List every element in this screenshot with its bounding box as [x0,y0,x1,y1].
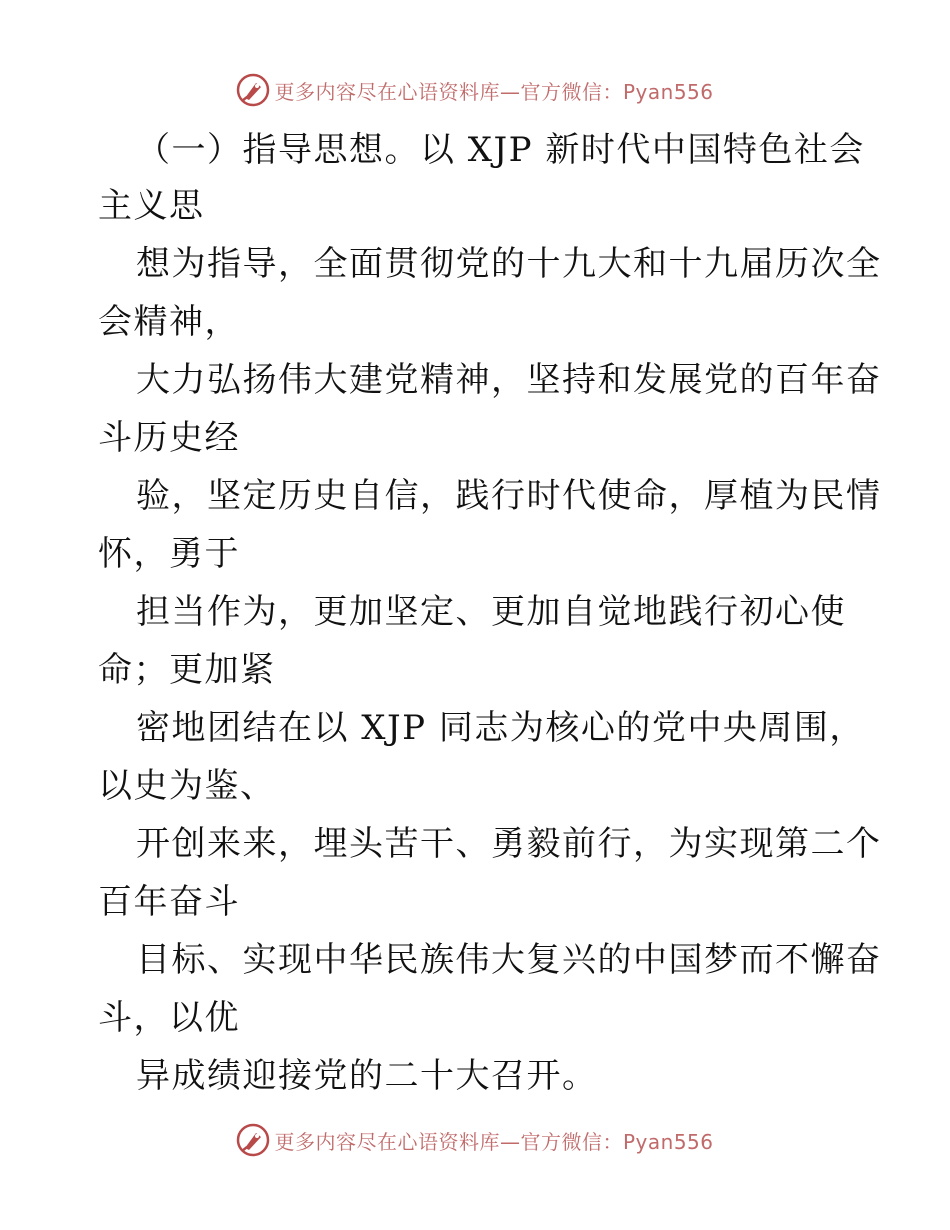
footer-banner [0,1120,950,1160]
footer-banner-text [274,1126,713,1155]
body-line: 担当作为，更加坚定、更加自觉地践行初心使 [136,592,846,632]
pen-nib-logo-icon [236,1123,270,1157]
footer-banner-label: 更多内容尽在心语资料库—官方微信： [274,1129,623,1154]
body-line: 异成绩迎接党的二十大召开。 [136,1056,598,1096]
body-line: 会精神， [98,302,240,342]
body-line: 想为指导，全面贯彻党的十九大和十九届历次全 [136,244,882,284]
footer-banner-account: Pyan556 [622,1129,714,1154]
body-line: 以史为鉴、 [98,766,276,806]
header-banner-label: 更多内容尽在心语资料库—官方微信： [274,79,623,104]
header-banner-text [274,76,713,105]
body-line: 百年奋斗 [98,882,240,922]
header-banner [0,70,950,110]
pen-nib-logo-icon [236,73,270,107]
body-line: （一）指导思想。以 XJP 新时代中国特色社会 [136,130,865,170]
body-line: 怀，勇于 [98,534,240,574]
body-line: 密地团结在以 XJP 同志为核心的党中央周围， [136,708,865,748]
body-line: 验，坚定历史自信，践行时代使命，厚植为民情 [136,476,882,516]
body-line: 命；更加紧 [98,650,276,690]
body-line: 斗，以优 [98,998,240,1038]
body-line: 大力弘扬伟大建党精神，坚持和发展党的百年奋 [136,360,882,400]
body-line: 主义思 [98,186,205,226]
body-line: 目标、实现中华民族伟大复兴的中国梦而不懈奋 [136,940,882,980]
body-line: 开创来来，埋头苦干、勇毅前行，为实现第二个 [136,824,882,864]
body-line: 斗历史经 [98,418,240,458]
header-banner-account: Pyan556 [622,79,714,104]
